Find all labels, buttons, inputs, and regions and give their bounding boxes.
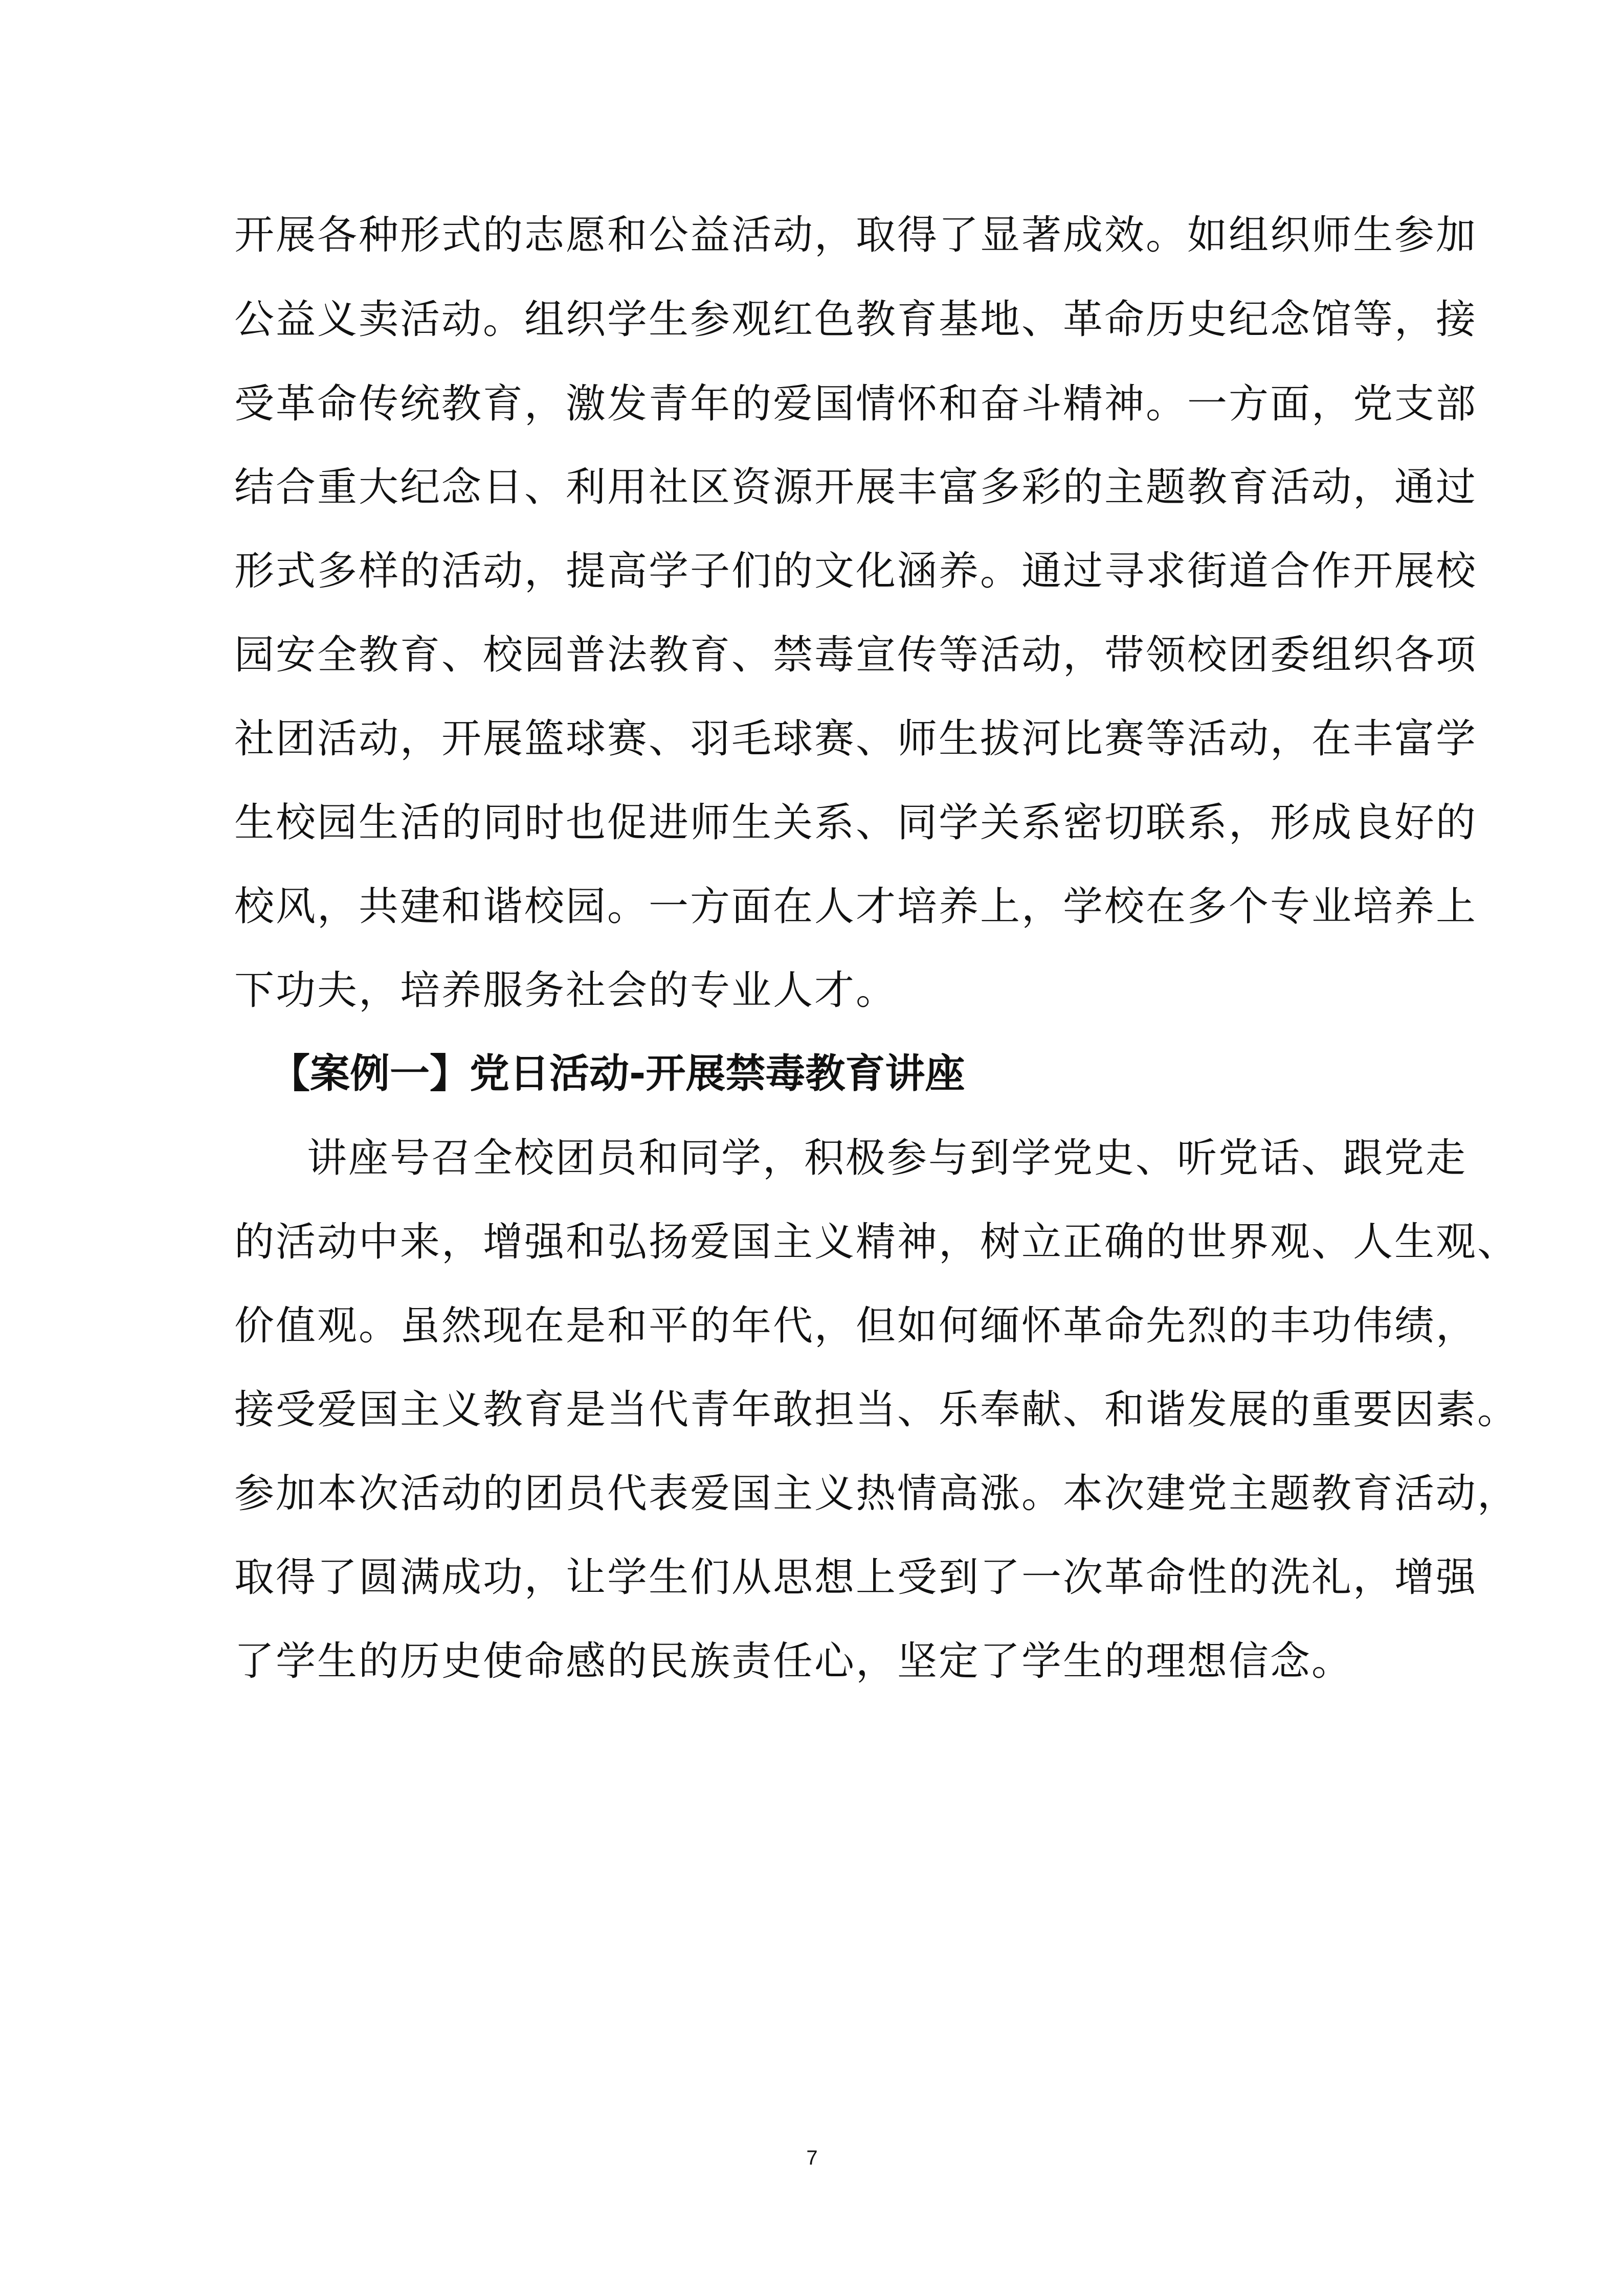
page-number: 7	[806, 2147, 818, 2169]
paragraph-1-line-1: 开展各种形式的志愿和公益活动，取得了显著成效。如组织师生参加	[234, 212, 1478, 258]
paragraph-2-line-6: 取得了圆满成功，让学生们从思想上受到了一次革命性的洗礼，增强	[234, 1555, 1478, 1601]
paragraph-2-line-7: 了学生的历史使命感的民族责任心，坚定了学生的理想信念。	[234, 1638, 1353, 1684]
paragraph-1-line-9: 校风，共建和谐校园。一方面在人才培养上，学校在多个专业培养上	[234, 884, 1478, 930]
paragraph-1-line-7: 社团活动，开展篮球赛、羽毛球赛、师生拔河比赛等活动，在丰富学	[234, 716, 1478, 762]
paragraph-2-line-5: 参加本次活动的团员代表爱国主义热情高涨。本次建党主题教育活动，	[234, 1471, 1519, 1517]
paragraph-1-line-6: 园安全教育、校园普法教育、禁毒宣传等活动，带领校团委组织各项	[234, 632, 1478, 678]
paragraph-2-line-1: 讲座号召全校团员和同学，积极参与到学党史、听党话、跟党走	[307, 1135, 1467, 1181]
paragraph-1-line-8: 生校园生活的同时也促进师生关系、同学关系密切联系，形成良好的	[234, 800, 1478, 846]
paragraph-1-line-10: 下功夫，培养服务社会的专业人才。	[234, 967, 898, 1014]
paragraph-2-line-2: 的活动中来，增强和弘扬爱国主义精神，树立正确的世界观、人生观、	[234, 1219, 1519, 1265]
paragraph-2-line-3: 价值观。虽然现在是和平的年代，但如何缅怀革命先烈的丰功伟绩，	[234, 1303, 1478, 1349]
paragraph-2-line-4: 接受爱国主义教育是当代青年敢担当、乐奉献、和谐发展的重要因素。	[234, 1387, 1519, 1433]
paragraph-1-line-3: 受革命传统教育，激发青年的爱国情怀和奋斗精神。一方面，党支部	[234, 381, 1478, 427]
paragraph-1-line-2: 公益义卖活动。组织学生参观红色教育基地、革命历史纪念馆等，接	[234, 297, 1478, 343]
paragraph-1-line-4: 结合重大纪念日、利用社区资源开展丰富多彩的主题教育活动，通过	[234, 464, 1478, 510]
paragraph-1-line-5: 形式多样的活动，提高学子们的文化涵养。通过寻求街道合作开展校	[234, 548, 1478, 594]
case-heading: 【案例一】党日活动-开展禁毒教育讲座	[270, 1051, 965, 1097]
